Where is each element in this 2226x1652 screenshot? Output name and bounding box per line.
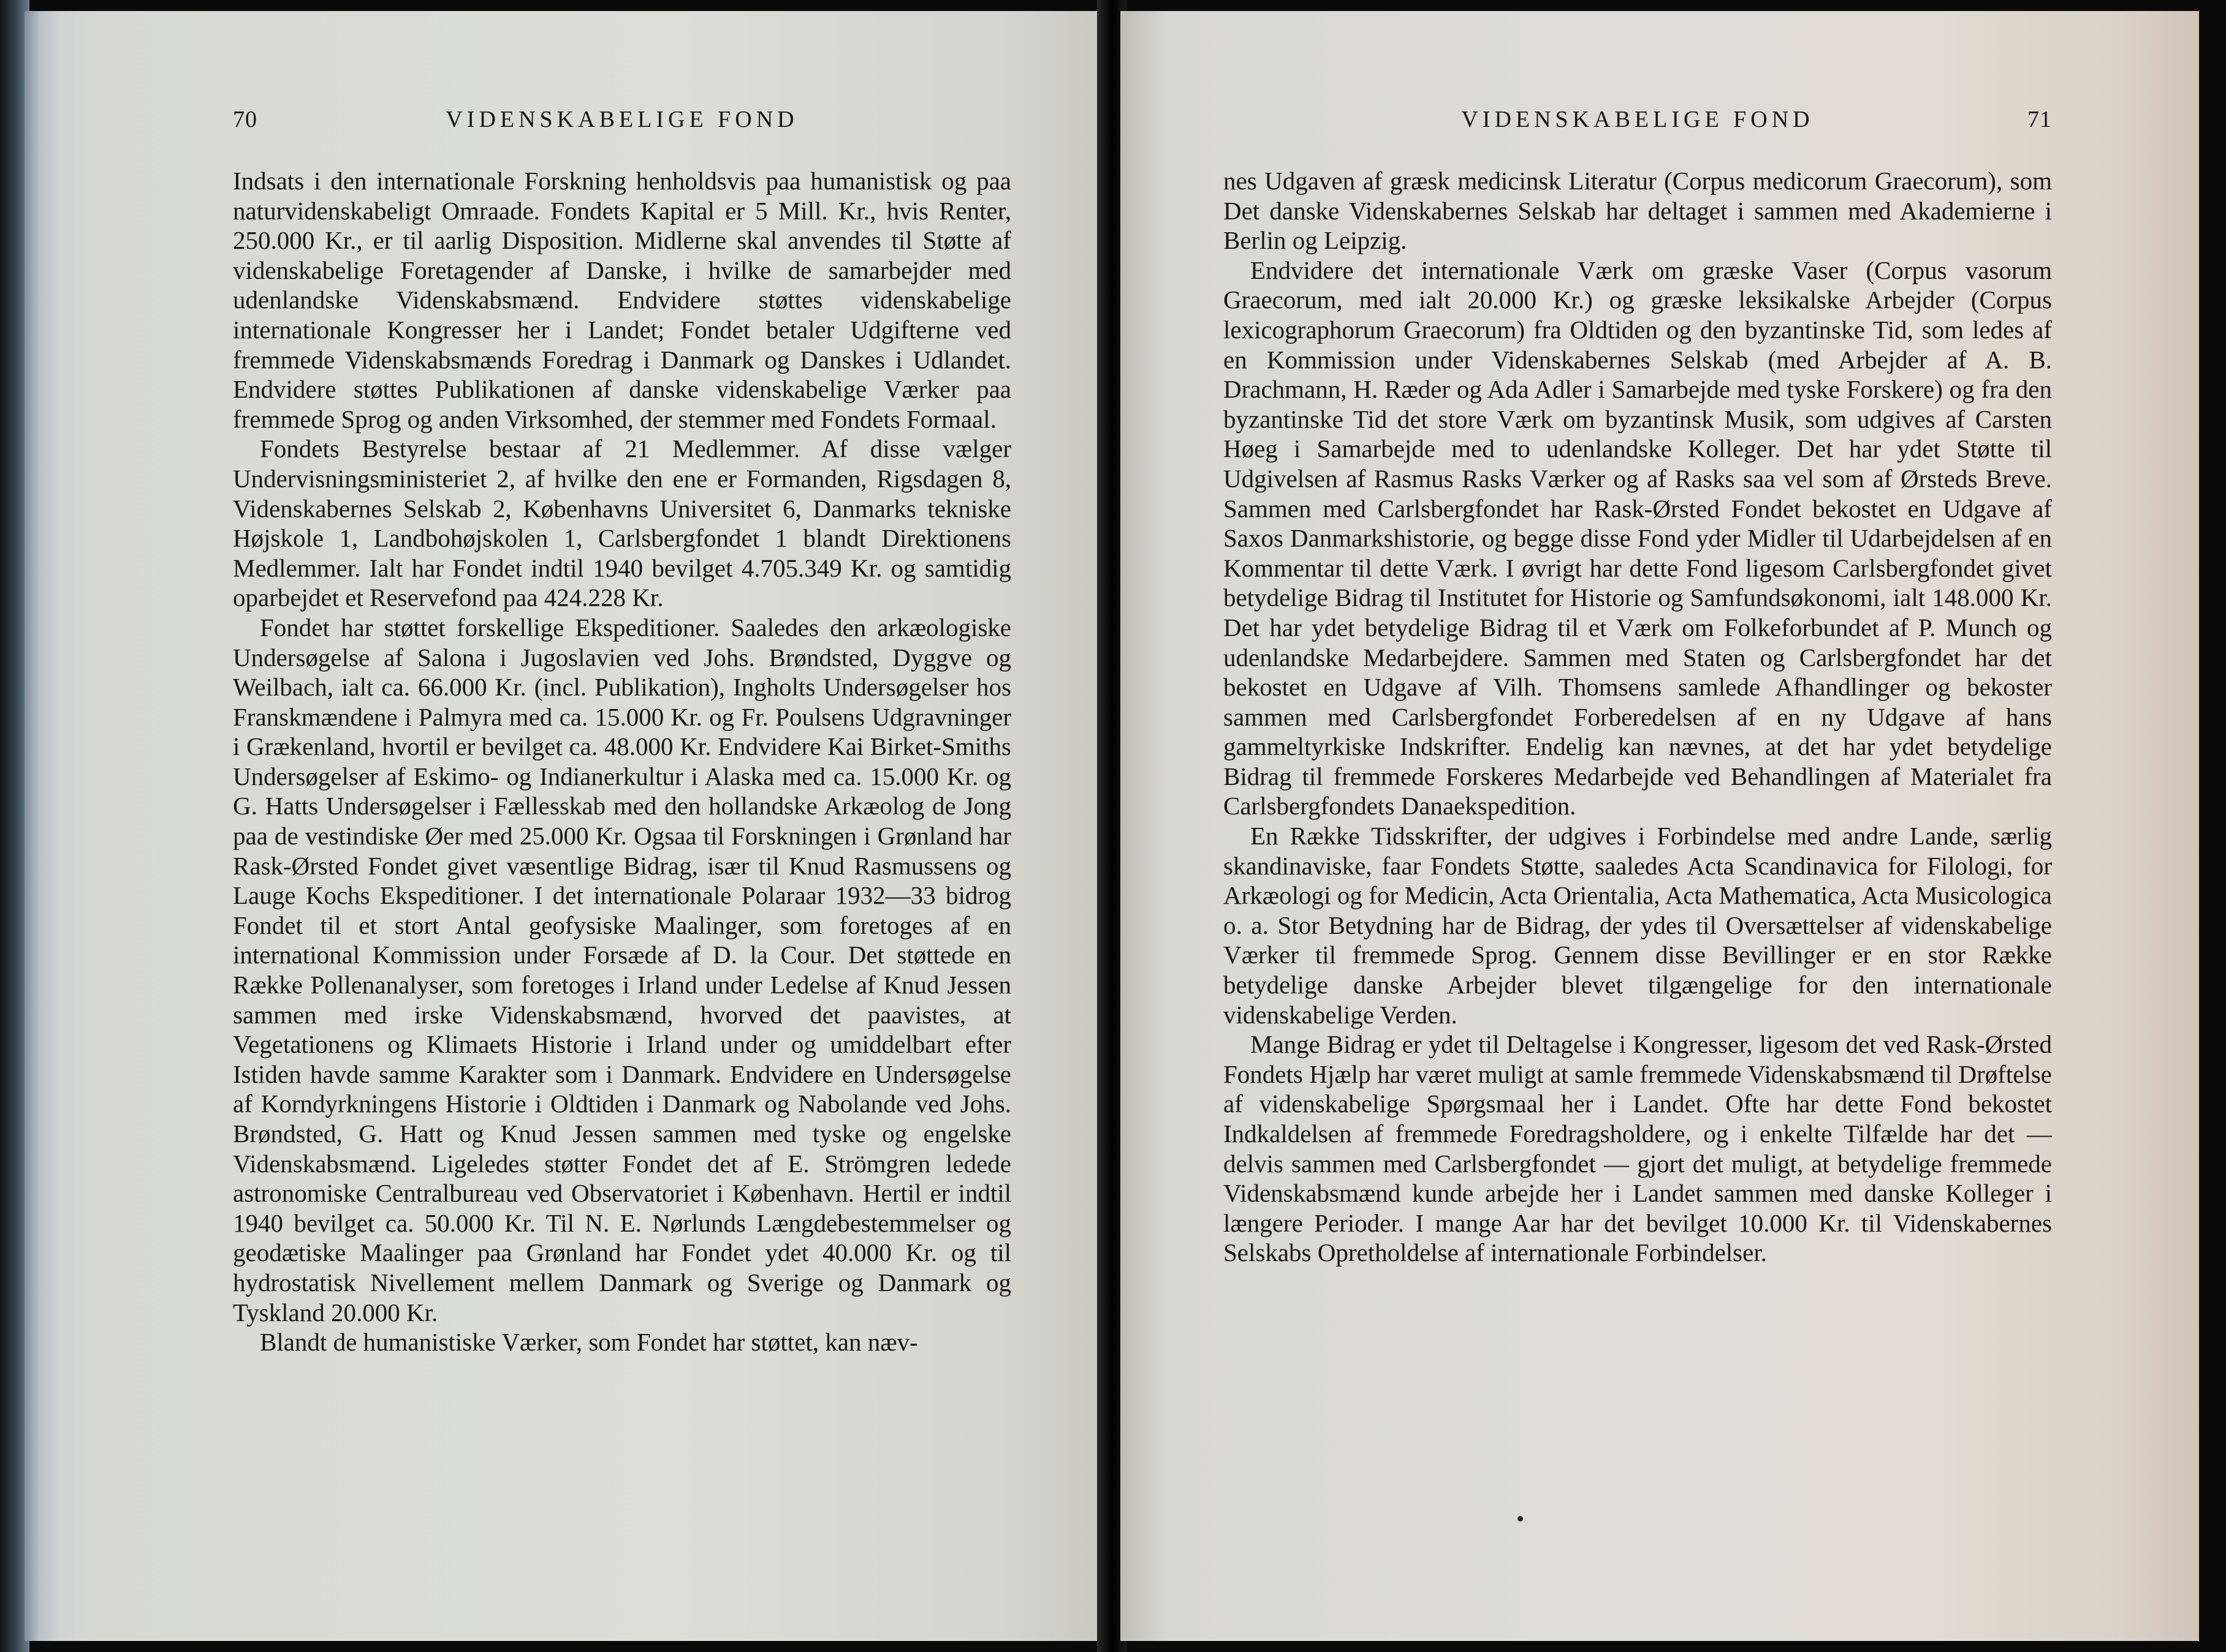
paragraph: nes Udgaven af græsk medicinsk Literatur (Corpus medicorum Graecorum), som Det danske Videnskabernes Selskab har deltaget i sammen med Akademierne i Berlin og Leipzig. xyxy=(1223,167,2052,255)
paragraph: Mange Bidrag er ydet til Deltagelse i Kongresser, ligesom det ved Rask-Ørsted Fondets Hjælp har været muligt at samle fremmede Videnskabsmænd til Drøftelse af videnskabelige Spørgsmaal her i Landet. Ofte har dette Fond bekostet Indkaldelsen af fremmede Foredragsholdere, og i enkelte Tilfælde har det — delvis sammen med Carlsbergfondet — gjort det muligt, at betydelige fremmede Videnskabsmænd kunde arbejde her i Landet sammen med danske Kolleger i længere Perioder. I mange Aar har det bevilget 10.000 Kr. til Videnskabernes Selskabs Opretholdelse af internationale Forbindelser. xyxy=(1223,1030,2052,1267)
right-page-body xyxy=(1223,166,2052,1268)
right-page xyxy=(1120,11,2199,1641)
left-page xyxy=(25,11,1103,1641)
ink-speck xyxy=(1518,1516,1523,1521)
paragraph: Fondets Bestyrelse bestaar af 21 Medlemmer. Af disse vælger Undervisningsministeriet 2, af hvilke den ene er Formanden, Rigsdagen 8, Videnskabernes Selskab 2, Københavns Universitet 6, Danmarks tekniske Højskole 1, Landbohøjskolen 1, Carlsbergfondet 1 blandt Direktionens Medlemmer. Ialt har Fondet indtil 1940 bevilget 4.705.349 Kr. og samtidig oparbejdet et Reservefond paa 424.228 Kr. xyxy=(233,434,1011,612)
paragraph: Fondet har støttet forskellige Ekspeditioner. Saaledes den arkæologiske Undersøgelse af Salona i Jugoslavien ved Johs. Brøndsted, Dyggve og Weilbach, ialt ca. 66.000 Kr. (incl. Publikation), Ingholts Undersøgelser hos Franskmændene i Palmyra med ca. 15.000 Kr. og Fr. Poulsens Udgravninger i Grækenland, hvortil er bevilget ca. 48.000 Kr. Endvidere Kai Birket-Smiths Undersøgelser af Eskimo- og Indianerkultur i Alaska med ca. 15.000 Kr. og G. Hatts Undersøgelser i Fællesskab med den hollandske Arkæolog de Jong paa de vestindiske Øer med 25.000 Kr. Ogsaa til Forskningen i Grønland har Rask-Ørsted Fondet givet væsentlige Bidrag, især til Knud Rasmussens og Lauge Kochs Ekspeditioner. I det internationale Polaraar 1932—33 bidrog Fondet til et stort Antal geofysiske Maalinger, som foretoges af en international Kommission under Forsæde af D. la Cour. Det støttede en Række Pollenanalyser, som foretoges i Irland under Ledelse af Knud Jessen sammen med irske Videnskabsmænd, hvorved det paavistes, at Vegetationens og Klimaets Historie i Irland under og umiddelbart efter Istiden havde samme Karakter som i Danmark. Endvidere en Undersøgelse af Korndyrkningens Historie i Oldtiden i Danmark og Nabolande ved Johs. Brøndsted, G. Hatt og Knud Jessen sammen med tyske og engelske Videnskabsmænd. Ligeledes støtter Fondet det af E. Strömgren ledede astronomiske Centralbureau ved Observatoriet i København. Hertil er indtil 1940 bevilget ca. 50.000 Kr. Til N. E. Nørlunds Længdebestemmelser og geodætiske Maalinger paa Grønland har Fondet ydet 40.000 Kr. og til hydrostatisk Nivellement mellem Danmark og Sverige og Danmark og Tyskland 20.000 Kr. xyxy=(233,613,1011,1327)
page-number: 70 xyxy=(233,107,257,132)
left-page-body xyxy=(233,166,1011,1357)
running-head-title: VIDENSKABELIGE FOND xyxy=(1461,107,1814,132)
paragraph: Blandt de humanistiske Værker, som Fondet har støttet, kan næv- xyxy=(260,1328,918,1357)
paragraph: En Række Tidsskrifter, der udgives i Forbindelse med andre Lande, særlig skandinaviske, faar Fondets Støtte, saaledes Acta Scandinavica for Filologi, for Arkæologi og for Medicin, Acta Orientalia, Acta Mathematica, Acta Musicologica o. a. Stor Betydning har de Bidrag, der ydes til Oversættelser af videnskabelige Værker til fremmede Sprog. Gennem disse Bevillinger er en stor Række betydelige danske Arbejder blevet tilgængelige for den internationale videnskabelige Verden. xyxy=(1223,822,2052,1029)
right-running-head xyxy=(1223,106,2052,149)
running-head-title: VIDENSKABELIGE FOND xyxy=(446,107,799,132)
page-number: 71 xyxy=(2027,107,2052,132)
left-running-head xyxy=(233,106,1011,149)
paragraph: Endvidere det internationale Værk om græske Vaser (Corpus vasorum Graecorum, med ialt 20.000 Kr.) og græske leksikalske Arbejder (Corpus lexicographorum Graecorum) fra Oldtiden og den byzantinske Tid, som ledes af en Kommission under Videnskabernes Selskab (med Arbejder af A. B. Drachmann, H. Ræder og Ada Adler i Samarbejde med tyske Forskere) og fra den byzantinske Tid det store Værk om byzantinsk Musik, som udgives af Carsten Høeg i Samarbejde med to udenlandske Kolleger. Det har ydet Støtte til Udgivelsen af Rasmus Rasks Værker og af Rasks saa vel som af Ørsteds Breve. Sammen med Carlsbergfondet har Rask-Ørsted Fondet bekostet en Udgave af Saxos Danmarkshistorie, og begge disse Fond yder Midler til Udarbejdelsen af en Kommentar til dette Værk. I øvrigt har dette Fond ligesom Carlsbergfondet givet betydelige Bidrag til Institutet for Historie og Samfundsøkonomi, ialt 148.000 Kr. Det har ydet betydelige Bidrag til et Værk om Folkeforbundet af P. Munch og udenlandske Medarbejdere. Sammen med Staten og Carlsbergfondet har det bekostet en Udgave af Vilh. Thomsens samlede Afhandlinger og bekoster sammen med Carlsbergfondet Forberedelsen af en ny Udgave af hans gammeltyrkiske Indskrifter. Endelig kan nævnes, at det har ydet betydelige Bidrag til fremmede Forskeres Medarbejde ved Behandlingen af Materialet fra Carlsbergfondets Danaekspedition. xyxy=(1223,256,2052,820)
paragraph: Indsats i den internationale Forskning henholdsvis paa humanistisk og paa naturvidenskabeligt Omraade. Fondets Kapital er 5 Mill. Kr., hvis Renter, 250.000 Kr., er til aarlig Disposition. Midlerne skal anvendes til Støtte af videnskabelige Foretagender af Danske, i hvilke de samarbejder med udenlandske Videnskabsmænd. Endvidere støttes videnskabelige internationale Kongresser her i Landet; Fondet betaler Udgifterne ved fremmede Videnskabsmænds Foredrag i Danmark og Danskes i Udlandet. Endvidere støttes Publikationen af danske videnskabelige Værker paa fremmede Sprog og anden Virksomhed, der stemmer med Fondets Formaal. xyxy=(233,167,1011,433)
